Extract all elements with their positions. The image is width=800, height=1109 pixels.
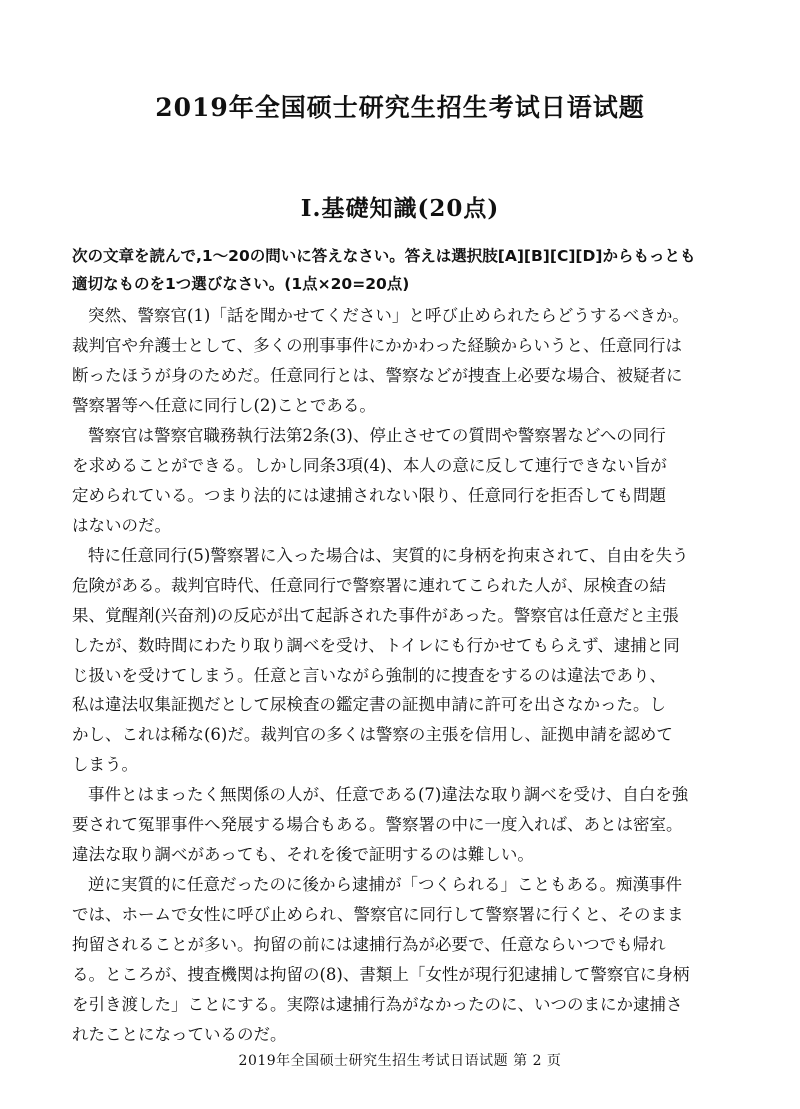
passage-line: はないのだ。 xyxy=(72,516,171,535)
passage-line: を引き渡した」ことにする。実際は逮捕行為がなかったのに、いつのまにか逮捕さ xyxy=(72,995,683,1014)
page-title: 2019年全国硕士研究生招生考试日语试题 xyxy=(155,93,645,122)
passage-line: 特に任意同行(5)警察署に入った場合は、実質的に身柄を拘束されて、自由を失う xyxy=(88,546,689,565)
passage-line: 違法な取り調べがあっても、それを後で証明するのは難しい。 xyxy=(72,845,534,864)
passage-line: じ扱いを受けてしまう。任意と言いながら強制的に捜査をするのは違法であり、 xyxy=(72,666,666,685)
passage-line: れたことになっているのだ。 xyxy=(72,1025,287,1044)
passage-line: したが、数時間にわたり取り調べを受け、トイレにも行かせてもらえず、逮捕と同 xyxy=(72,636,680,655)
passage-line: 事件とはまったく無関係の人が、任意である(7)違法な取り調べを受け、自白を強 xyxy=(88,785,689,804)
passage-line: では、ホームで女性に呼び止められ、警察官に同行して警察署に行くと、そのまま xyxy=(72,905,684,924)
passage-line: 裁判官や弁護士として、多くの刑事事件にかかわった経験からいうと、任意同行は xyxy=(72,336,683,355)
page-footer: 2019年全国硕士研究生招生考试日语试题 第 2 页 xyxy=(238,1053,562,1069)
instruction-line: 適切なものを1つ選びなさい。(1点×20=20点) xyxy=(72,275,410,293)
passage-line: 私は違法収集証拠だとして尿検査の鑑定書の証拠申請に許可を出さなかった。し xyxy=(72,695,666,714)
instruction-line: 次の文章を読んで,1～20の問いに答えなさい。答えは選択肢[A][B][C][D]からもっとも xyxy=(72,247,696,265)
passage-line: 断ったほうが身のためだ。任意同行とは、警察などが捜査上必要な場合、被疑者に xyxy=(72,366,683,385)
passage-line: 警察官は警察官職務執行法第2条(3)、停止させての質問や警察署などへの同行 xyxy=(88,426,666,445)
passage-line: 果、覚醒剤(兴奋剂)の反応が出て起訴された事件があった。警察官は任意だと主張 xyxy=(72,606,679,625)
passage-line: を求めることができる。しかし同条3項(4)、本人の意に反して連行できない旨が xyxy=(72,456,667,475)
passage-line: る。ところが、捜査機関は拘留の(8)、書類上「女性が現行犯逮捕して警察官に身柄 xyxy=(72,965,690,984)
passage-line: 要されて冤罪事件へ発展する場合もある。警察署の中に一度入れば、あとは密室。 xyxy=(72,815,683,834)
passage-line: 危険がある。裁判官時代、任意同行で警察署に連れてこられた人が、尿検査の結 xyxy=(72,576,666,595)
passage-line: 拘留されることが多い。拘留の前には逮捕行為が必要で、任意ならいつでも帰れ xyxy=(72,935,666,954)
instructions xyxy=(72,242,752,298)
passage-line: しまう。 xyxy=(72,755,138,774)
passage-line: 警察署等へ任意に同行し(2)ことである。 xyxy=(72,396,376,415)
section-title: Ⅰ.基礎知識(20点) xyxy=(300,195,500,222)
passage-line: 逆に実質的に任意だったのに後から逮捕が「つくられる」こともある。痴漢事件 xyxy=(88,875,682,894)
passage-line: 突然、警察官(1)「話を聞かせてください」と呼び止められたらどうするべきか。 xyxy=(88,306,689,325)
passage-line: かし、これは稀な(6)だ。裁判官の多くは警察の主張を信用し、証拠申請を認めて xyxy=(72,725,673,744)
passage-line: 定められている。つまり法的には逮捕されない限り、任意同行を拒否しても問題 xyxy=(72,486,666,505)
